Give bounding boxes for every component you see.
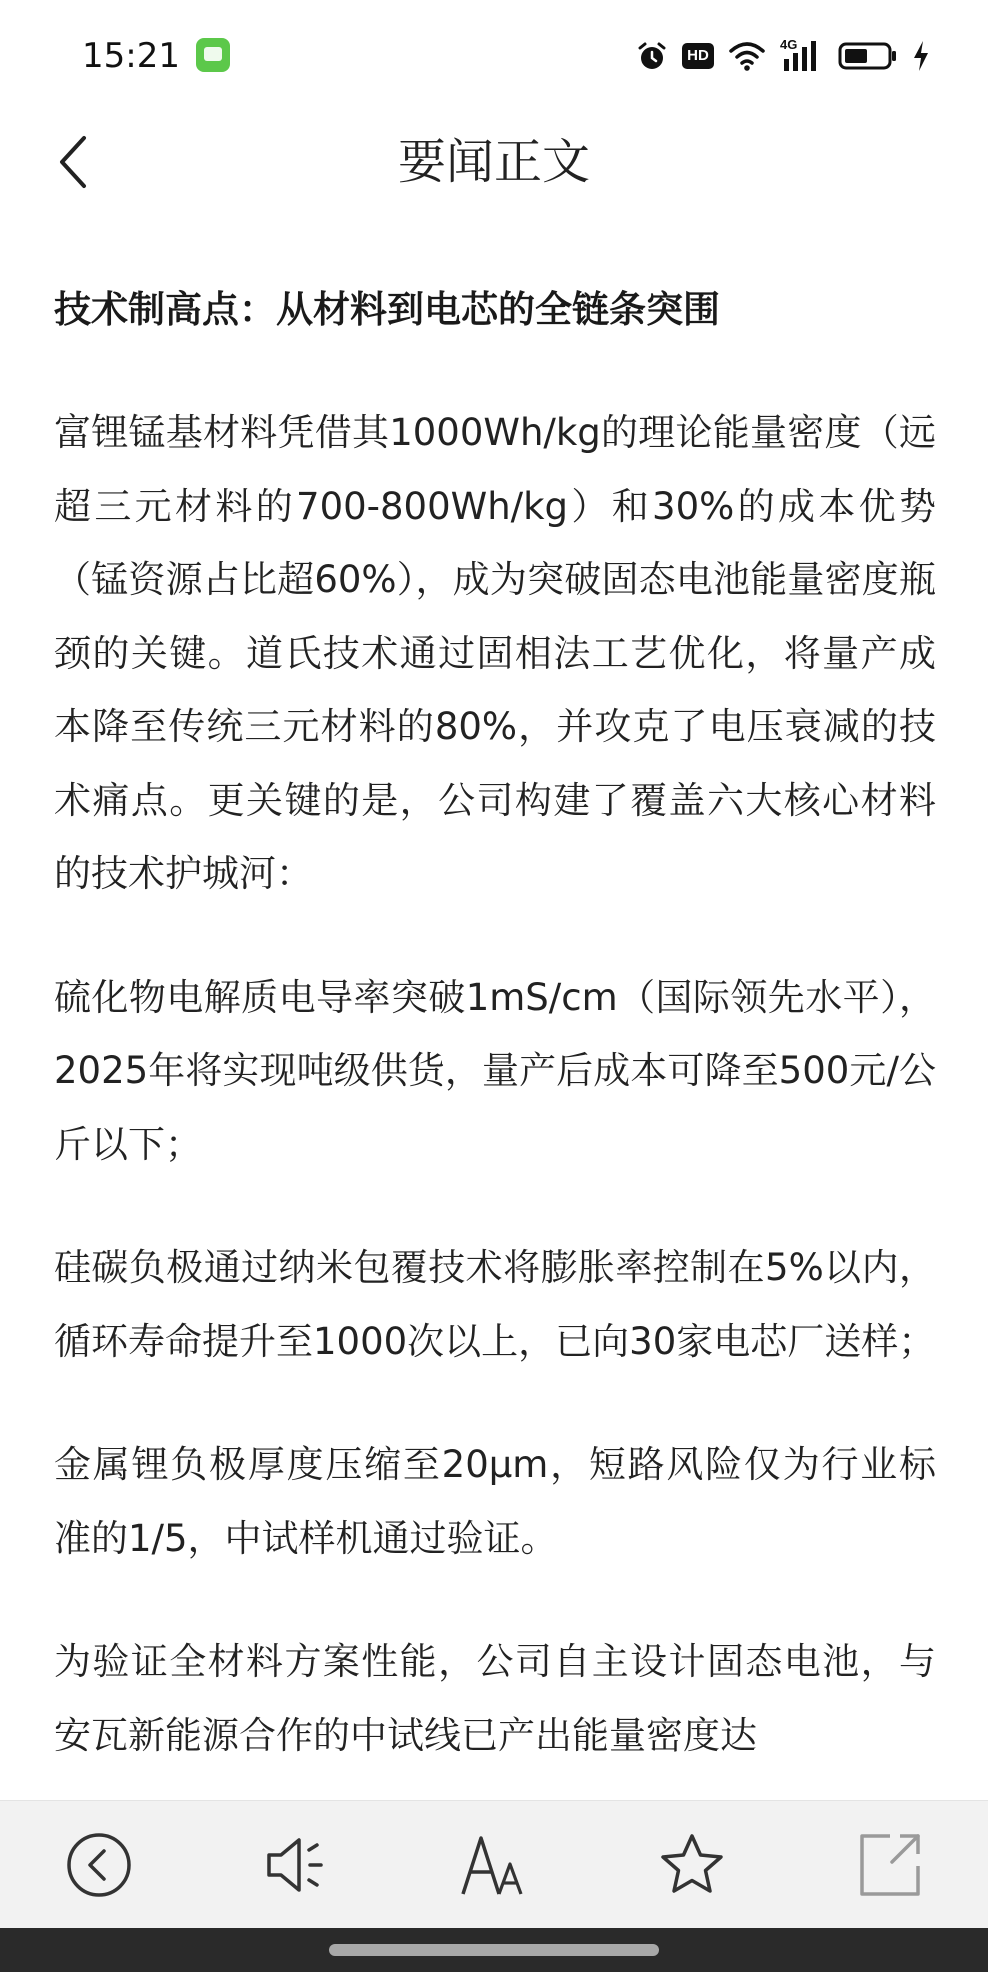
charging-icon — [912, 40, 930, 72]
share-button[interactable] — [844, 1820, 934, 1910]
article-paragraph: 硅碳负极通过纳米包覆技术将膨胀率控制在5%以内，循环寿命提升至1000次以上，已向30家电芯厂送样； — [54, 1246, 936, 1363]
font-size-button[interactable] — [449, 1820, 539, 1910]
read-aloud-button[interactable] — [251, 1820, 341, 1910]
share-icon — [854, 1830, 924, 1900]
back-circle-icon — [64, 1830, 134, 1900]
system-navigation-bar — [0, 1928, 988, 1972]
article-section-heading: 技术制高点：从材料到电芯的全链条突围 — [54, 288, 720, 331]
cellular-signal-icon — [780, 39, 824, 73]
favorite-button[interactable] — [647, 1820, 737, 1910]
status-time: 15:21 — [82, 36, 180, 76]
page-title: 要闻正文 — [397, 134, 590, 190]
article-body — [54, 270, 936, 1822]
article-paragraph: 硫化物电解质电导率突破1mS/cm（国际领先水平），2025年将实现吨级供货，量产后成本可降至500元/公斤以下； — [54, 975, 936, 1166]
article-paragraph: 为验证全材料方案性能，公司自主设计固态电池，与安瓦新能源合作的中试线已产出能量密度达 — [54, 1640, 936, 1757]
status-bar — [0, 0, 988, 110]
star-icon — [657, 1830, 727, 1900]
network-type-label: 4G — [780, 37, 798, 52]
home-indicator[interactable] — [329, 1944, 659, 1956]
back-circle-button[interactable] — [54, 1820, 144, 1910]
battery-icon — [838, 41, 898, 71]
nav-bar — [0, 110, 988, 214]
alarm-icon — [636, 40, 668, 72]
bottom-toolbar — [0, 1800, 988, 1929]
hd-icon: HD — [682, 43, 714, 69]
status-icons — [636, 36, 930, 76]
message-app-icon — [196, 38, 230, 72]
article-paragraph: 富锂锰基材料凭借其1000Wh/kg的理论能量密度（远超三元材料的700-800Wh/kg）和30%的成本优势（锰资源占比超60%），成为突破固态电池能量密度瓶颈的关键。道氏技术通过固相法工艺优化，将量产成本降至传统三元材料的80%，并攻克了电压衰减的技术痛点。更关键的是，公司构建了覆盖六大核心材料的技术护城河： — [54, 411, 936, 895]
speaker-icon — [261, 1830, 331, 1900]
font-size-icon — [459, 1830, 529, 1900]
article-paragraph: 金属锂负极厚度压缩至20μm，短路风险仅为行业标准的1/5，中试样机通过验证。 — [54, 1443, 936, 1560]
wifi-icon — [728, 40, 766, 72]
